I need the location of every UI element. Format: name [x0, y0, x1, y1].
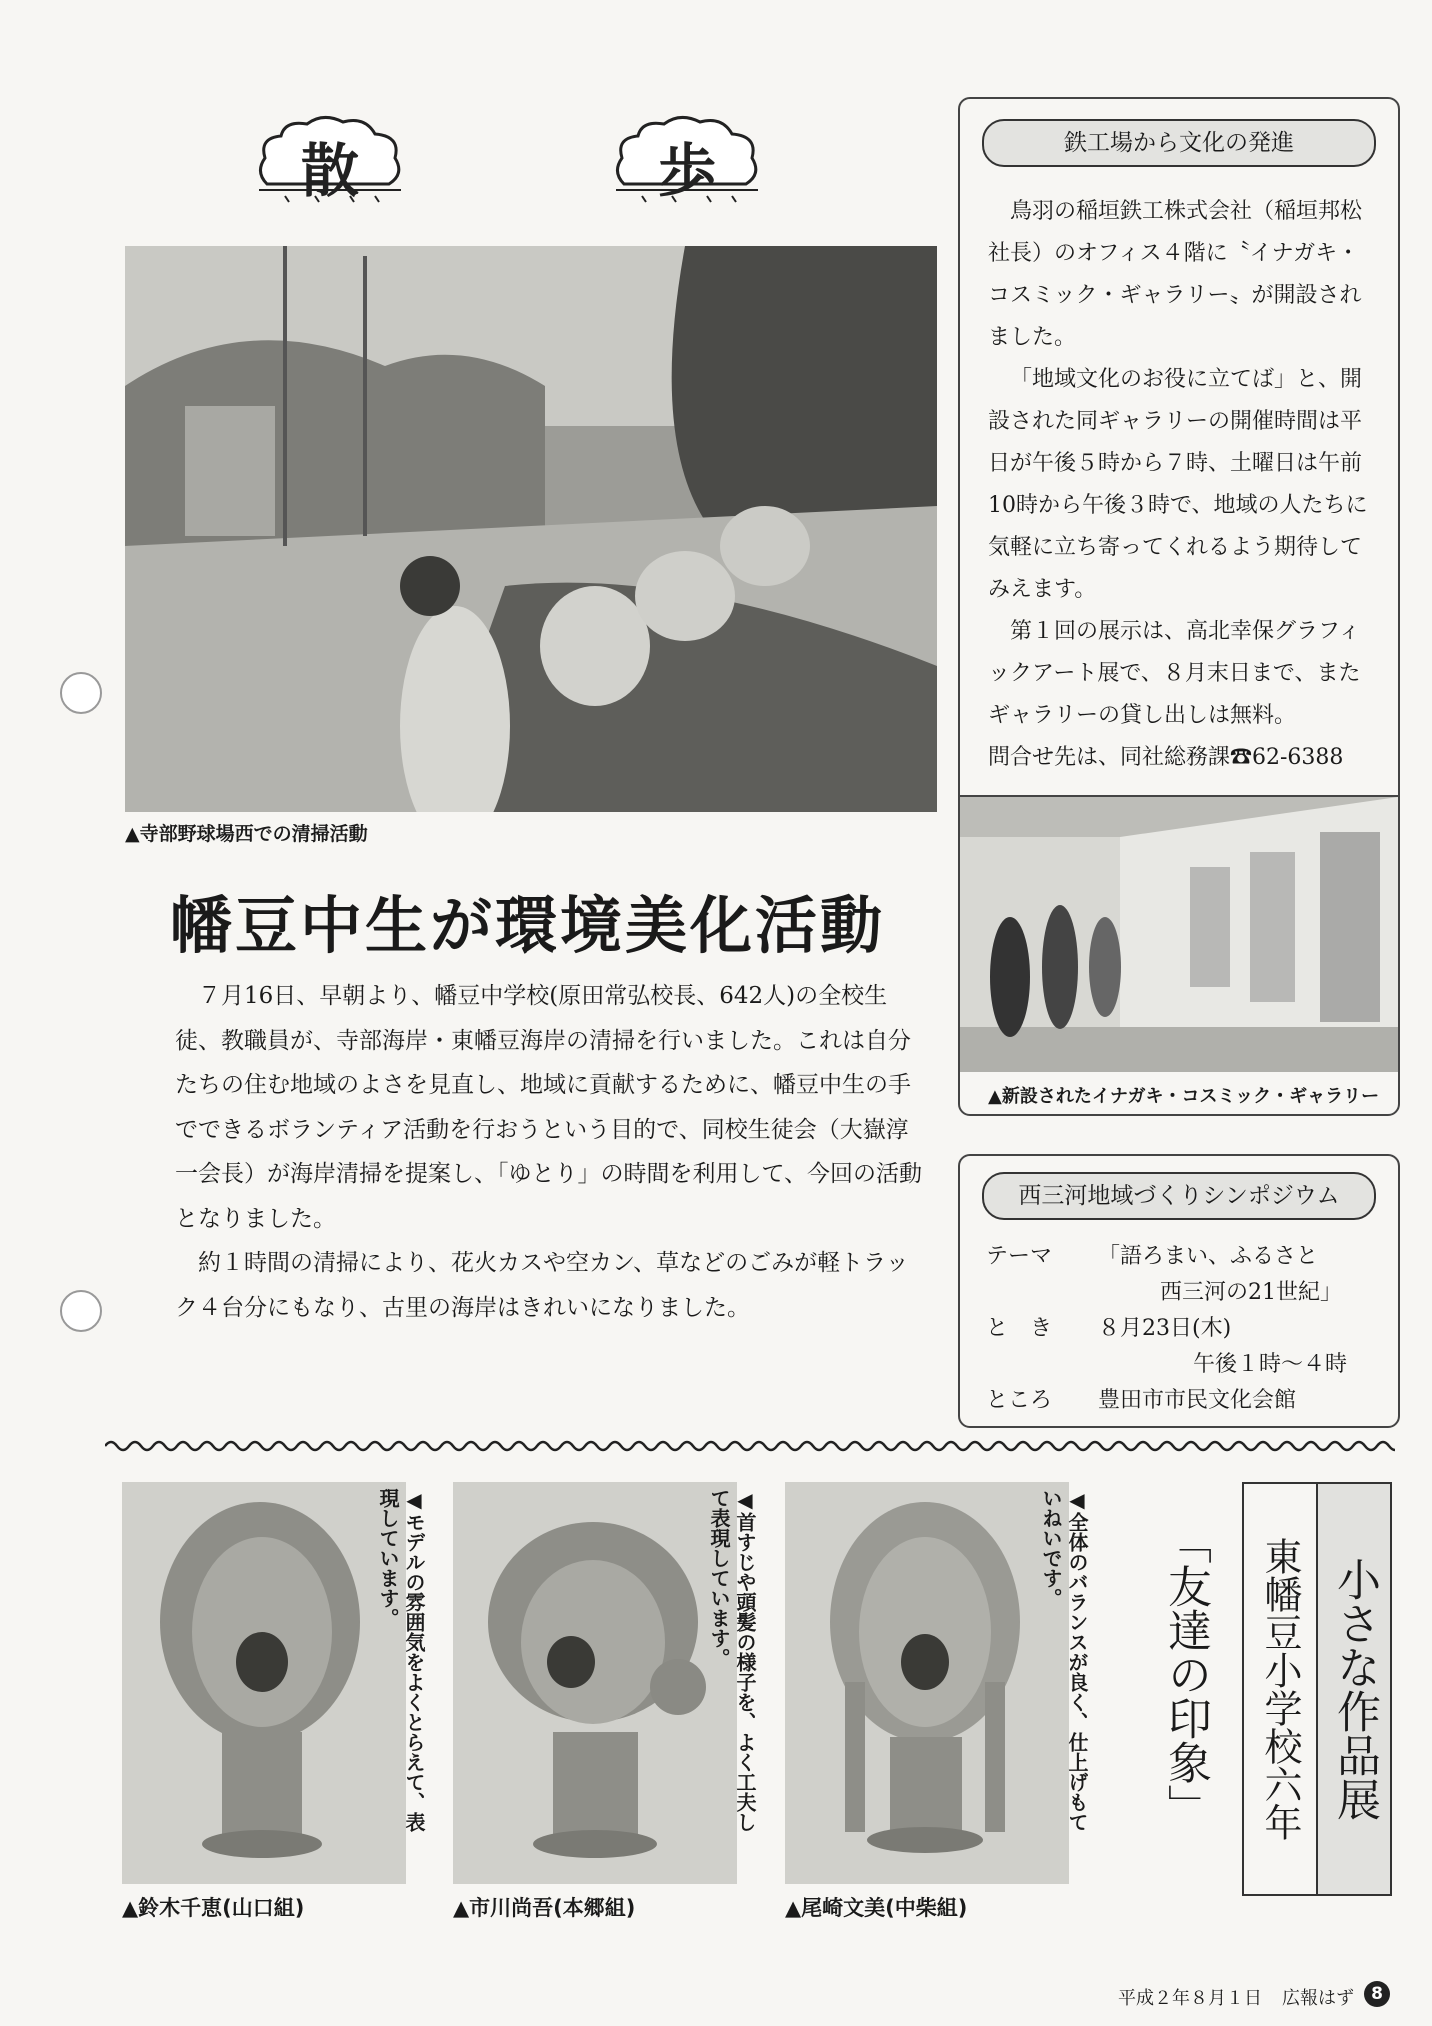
- photo-placeholder: [125, 246, 937, 812]
- place-value: 豊田市市民文化会館: [1098, 1388, 1297, 1413]
- article-headline: 幡豆中生が環境美化活動: [170, 889, 886, 962]
- header-char-1: 散: [300, 137, 359, 205]
- theme-label: テーマ: [986, 1244, 1053, 1269]
- article-paragraph: 約１時間の清掃により、花火カスや空カン、草などのごみが軽トラック４台分にもなり、古里の海岸はきれいになりました。: [175, 1250, 909, 1321]
- header-char-2: 歩: [657, 137, 716, 205]
- punch-hole: [60, 1290, 102, 1332]
- wavy-divider: [105, 1436, 1395, 1456]
- theme-line-1: 「語ろまい、ふるさと: [1098, 1244, 1319, 1269]
- main-photo-caption: ▲寺部野球場西での清掃活動: [125, 823, 368, 845]
- page-number-badge: 8: [1364, 1981, 1390, 2007]
- cleanup-photo: [125, 246, 937, 812]
- sculpture-photo-2: [453, 1482, 737, 1884]
- photo-placeholder: [453, 1482, 737, 1884]
- photo-placeholder: [122, 1482, 406, 1884]
- photo-placeholder: [960, 797, 1398, 1072]
- time-line-1: ８月23日(木): [1098, 1316, 1232, 1341]
- article-body: [175, 974, 923, 1330]
- sculpture-comment-1: ◀モデルの雰囲気をよくとらえて、表現しています。: [376, 1488, 426, 1832]
- theme-line-2: 西三河の21世紀」: [1160, 1280, 1342, 1305]
- punch-hole: [60, 672, 102, 714]
- gallery-box: [958, 97, 1400, 1116]
- gallery-paragraph: 第１回の展示は、高北幸保グラフィックアート展で、８月末日まで、またギャラリーの貸し出しは無料。: [988, 619, 1361, 728]
- exhibit-title-box: [1242, 1482, 1392, 1896]
- gallery-box-body: [988, 191, 1378, 779]
- footer-publication: 広報はず: [1282, 1988, 1354, 2009]
- time-label: と き: [986, 1316, 1053, 1341]
- header-cloud-1: [255, 112, 405, 208]
- sculpture-photo-1: [122, 1482, 406, 1884]
- photo-placeholder: [785, 1482, 1069, 1884]
- gallery-photo: [960, 795, 1398, 1072]
- gallery-photo-caption: ▲新設されたイナガキ・コスミック・ギャラリー: [988, 1086, 1380, 1107]
- sculpture-name-3: ▲尾崎文美(中柴組): [785, 1896, 968, 1920]
- header-cloud-2: [612, 112, 762, 208]
- footer-date: 平成２年８月１日: [1118, 1988, 1262, 2009]
- exhibit-school: 東幡豆小学校六年: [1258, 1537, 1302, 1841]
- time-line-2: 午後１時～４時: [1193, 1352, 1348, 1377]
- gallery-box-title: 鉄工場から文化の発進: [982, 119, 1376, 167]
- sculpture-photo-3: [785, 1482, 1069, 1884]
- symposium-box: [958, 1154, 1400, 1428]
- exhibit-subtitle: 「友達の印象」: [1160, 1520, 1211, 1828]
- sculpture-comment-2: ◀首すじや頭髪の様子を、よく工夫して表現しています。: [707, 1488, 757, 1832]
- sculpture-name-2: ▲市川尚吾(本郷組): [453, 1896, 636, 1920]
- place-label: ところ: [986, 1388, 1053, 1413]
- symposium-title: 西三河地域づくりシンポジウム: [982, 1172, 1376, 1220]
- sculpture-name-1: ▲鈴木千恵(山口組): [122, 1896, 305, 1920]
- gallery-paragraph: 「地域文化のお役に立てば」と、開設された同ギャラリーの開催時間は平日が午後５時から７時、土曜日は午前10時から午後３時で、地域の人たちに気軽に立ち寄ってくれるよう期待してみえます。: [988, 367, 1368, 602]
- gallery-paragraph: 鳥羽の稲垣鉄工株式会社（稲垣邦松社長）のオフィス４階に〝イナガキ・コスミック・ギャラリー〟が開設されました。: [988, 199, 1363, 350]
- article-paragraph: ７月16日、早朝より、幡豆中学校(原田常弘校長、642人)の全校生徒、教職員が、寺部海岸・東幡豆海岸の清掃を行いました。これは自分たちの住む地域のよさを見直し、地域に貢献するために、幡豆中生の手でできるボランティア活動を行おうという目的で、同校生徒会（大嶽淳一会長）が海岸清掃を提案し、「ゆとり」の時間を利用して、今回の活動となりました。: [175, 983, 923, 1232]
- sculpture-comment-3: ◀全体のバランスが良く、仕上げもていねいです。: [1039, 1488, 1089, 1832]
- gallery-contact: 問合せ先は、同社総務課☎62-6388: [988, 745, 1344, 770]
- exhibit-title: 小さな作品展: [1316, 1484, 1390, 1894]
